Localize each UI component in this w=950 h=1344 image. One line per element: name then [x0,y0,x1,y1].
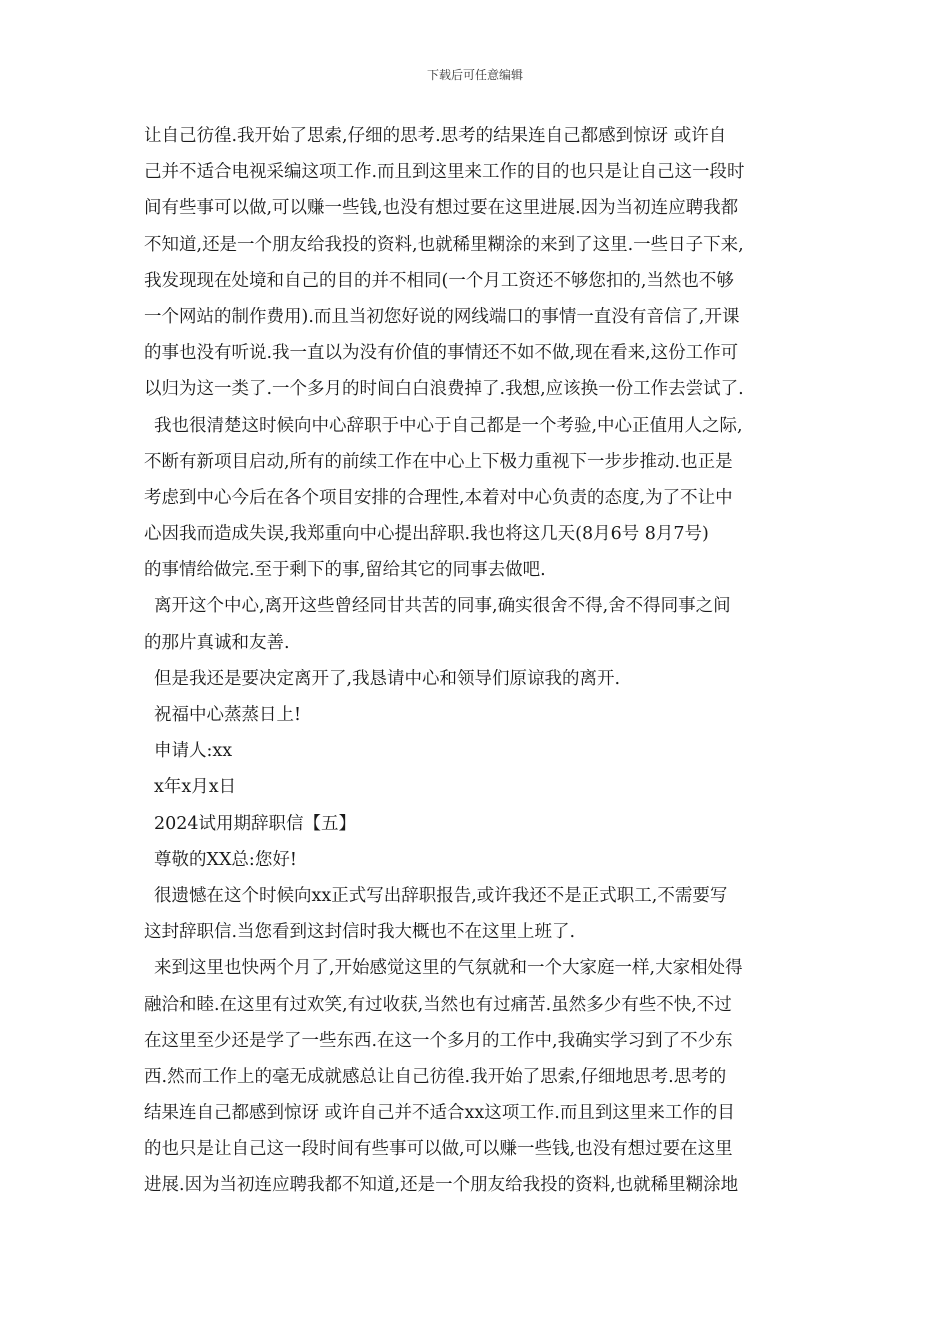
text-line: 不知道,还是一个朋友给我投的资料,也就稀里糊涂的来到了这里.一些日子下来, [144,234,744,255]
text-line: 一个网站的制作费用).而且当初您好说的网线端口的事情一直没有音信了,开课 [144,306,740,327]
text-line: 来到这里也快两个月了,开始感觉这里的气氛就和一个大家庭一样,大家相处得 [154,958,743,979]
text-line: 间有些事可以做,可以赚一些钱,也没有想过要在这里进展.因为当初连应聘我都 [144,198,739,219]
text-line: 尊敬的XX总:您好! [154,849,297,870]
text-line: 融洽和睦.在这里有过欢笑,有过收获,当然也有过痛苦.虽然多少有些不快,不过 [144,994,732,1015]
text-line: 的事也没有听说.我一直以为没有价值的事情还不如不做,现在看来,这份工作可 [144,343,739,364]
text-line: 以归为这一类了.一个多月的时间白白浪费掉了.我想,应该换一份工作去尝试了. [144,379,744,400]
document-body [144,118,814,1204]
page-header: 下载后可任意编辑 [426,68,523,82]
text-line: 进展.因为当初连应聘我都不知道,还是一个朋友给我投的资料,也就稀里糊涂地 [144,1175,739,1196]
text-line: 离开这个中心,离开这些曾经同甘共苦的同事,确实很舍不得,舍不得同事之间 [154,596,731,617]
text-line: 祝福中心蒸蒸日上! [154,705,302,725]
text-line: 这封辞职信.当您看到这封信时我大概也不在这里上班了. [144,922,576,943]
text-line: 心因我而造成失误,我郑重向中心提出辞职.我也将这几天(8月6号 8月7号) [144,524,709,545]
text-line: 的事情给做完.至于剩下的事,留给其它的同事去做吧. [144,560,546,581]
text-line: 但是我还是要决定离开了,我恳请中心和领导们原谅我的离开. [154,668,621,689]
text-line: 的那片真诚和友善. [144,632,290,653]
text-line: 的也只是让自己这一段时间有些事可以做,可以赚一些钱,也没有想过要在这里 [144,1139,733,1160]
text-line: 我也很清楚这时候向中心辞职于中心于自己都是一个考验,中心正值用人之际, [154,415,743,436]
text-line: x年x月x日 [154,777,237,798]
text-line: 结果连自己都感到惊讶 或许自己并不适合xx这项工作.而且到这里来工作的目 [144,1103,735,1124]
text-line: 己并不适合电视采编这项工作.而且到这里来工作的目的也只是让自己这一段时 [144,162,745,183]
text-line: 西.然而工作上的毫无成就感总让自己彷徨.我开始了思索,仔细地思考.思考的 [144,1066,727,1087]
text-line: 不断有新项目启动,所有的前续工作在中心上下极力重视下一步步推动.也正是 [144,451,733,472]
text-line: 在这里至少还是学了一些东西.在这一个多月的工作中,我确实学习到了不少东 [144,1030,733,1051]
text-line: 让自己彷徨.我开始了思索,仔细的思考.思考的结果连自己都感到惊讶 或许自 [144,126,727,146]
text-line: 申请人:xx [154,741,233,762]
text-line: 2024试用期辞职信【五】 [154,813,357,834]
text-line: 很遗憾在这个时候向xx正式写出辞职报告,或许我还不是正式职工,不需要写 [154,885,728,906]
text-line: 考虑到中心今后在各个项目安排的合理性,本着对中心负责的态度,为了不让中 [144,487,733,508]
text-line: 我发现现在处境和自己的目的并不相同(一个月工资还不够您扣的,当然也不够 [144,270,734,291]
